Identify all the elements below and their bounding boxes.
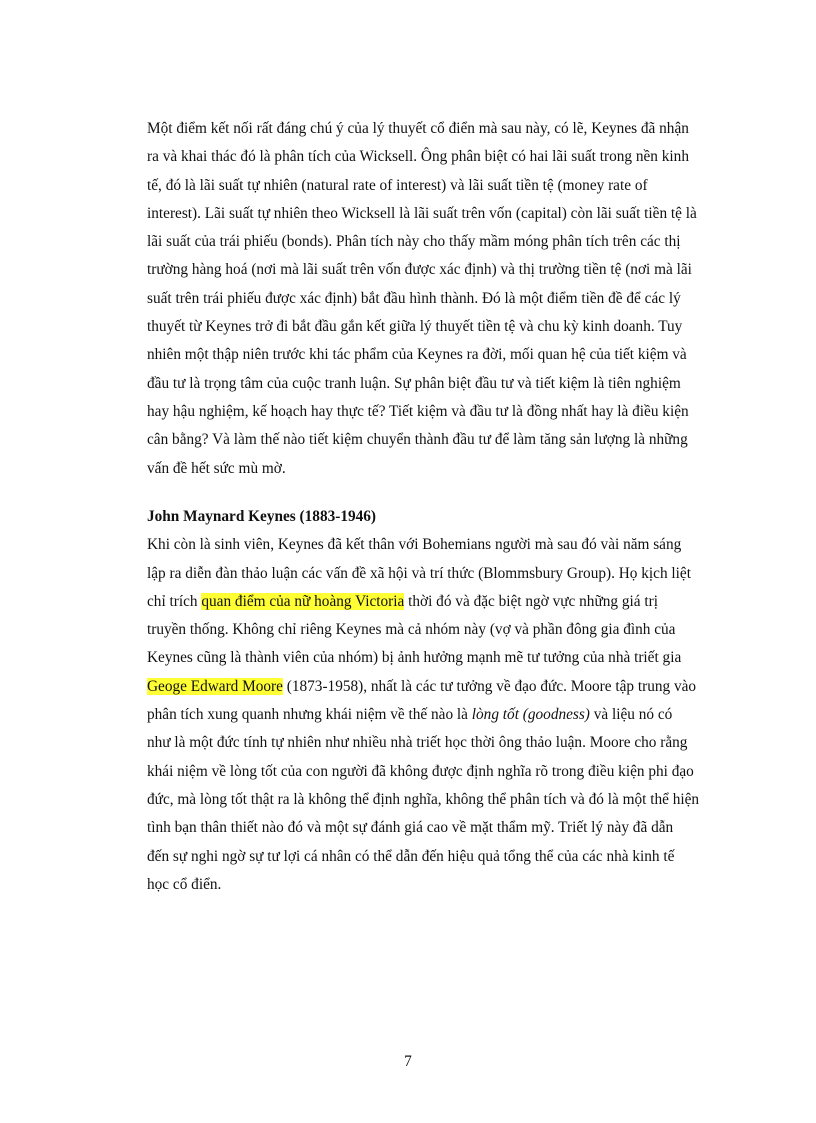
text-line: Keynes cũng là thành viên của nhóm) bị ảnh hưởng mạnh mẽ tư tưởng của nhà triết gia bbox=[147, 649, 682, 667]
text-line: như là một đức tính tự nhiên như nhiều nhà triết học thời ông thảo luận. Moore cho rằng bbox=[147, 734, 688, 752]
page-number: 7 bbox=[404, 1053, 412, 1070]
text-line: trường hàng hoá (nơi mà lãi suất trên vốn được xác định) và thị trường tiền tệ (nơi mà lãi bbox=[147, 261, 692, 279]
section-heading: John Maynard Keynes (1883-1946) bbox=[147, 508, 377, 525]
text-line: lãi suất của trái phiếu (bonds). Phân tích này cho thấy mầm móng phân tích trên các thị bbox=[147, 233, 681, 251]
text-line: học cổ điển. bbox=[147, 875, 222, 893]
text-line: lập ra diễn đàn thảo luận các vấn đề xã hội và trí thức (Blommsbury Group). Họ kịch liệt bbox=[147, 564, 691, 582]
text-line: khái niệm về lòng tốt của con người đã không được định nghĩa rõ trong điều kiện phi đạo bbox=[147, 762, 694, 780]
italic-goodness: lòng tốt (goodness) bbox=[471, 706, 590, 724]
text-line: phân tích xung quanh nhưng khái niệm về thế nào là lòng tốt (goodness) và liệu nó có bbox=[147, 706, 673, 724]
text-line: thuyết từ Keynes trở đi bắt đầu gắn kết giữa lý thuyết tiền tệ và chu kỳ kinh doanh. Tuy bbox=[147, 318, 683, 336]
text-line: ra và khai thác đó là phân tích của Wicksell. Ông phân biệt có hai lãi suất trong nền kinh bbox=[147, 148, 689, 166]
text-line: Khi còn là sinh viên, Keynes đã kết thân với Bohemians người mà sau đó vài năm sáng bbox=[147, 536, 682, 554]
highlight-moore: Geoge Edward Moore bbox=[147, 677, 283, 695]
text-line: Một điểm kết nối rất đáng chú ý của lý thuyết cổ điển mà sau này, có lẽ, Keynes đã nhận bbox=[147, 120, 689, 137]
text-line: cân bằng? Và làm thế nào tiết kiệm chuyển thành đầu tư để làm tăng sản lượng là những bbox=[147, 431, 688, 449]
text-line: đến sự nghi ngờ sự tư lợi cá nhân có thể dẫn đến hiệu quả tổng thể của các nhà kinh tế bbox=[147, 847, 675, 865]
text-line: Geoge Edward Moore (1873-1958), nhất là các tư tưởng về đạo đức. Moore tập trung vào bbox=[147, 677, 697, 695]
text-line: vấn đề hết sức mù mờ. bbox=[147, 459, 286, 477]
text-line: interest). Lãi suất tự nhiên theo Wicksell là lãi suất trên vốn (capital) còn lãi suất tiền tệ là bbox=[147, 204, 697, 222]
paragraph-wicksell bbox=[147, 115, 707, 483]
text-line: đầu tư là trọng tâm của cuộc tranh luận. Sự phân biệt đầu tư và tiết kiệm là tiên nghiệm bbox=[147, 374, 681, 392]
text-line: tình bạn thân thiết nào đó và một sự đánh giá cao về mặt thẩm mỹ. Triết lý này đã dẫn bbox=[147, 819, 674, 837]
highlight-victoria: quan điểm của nữ hoàng Victoria bbox=[201, 592, 405, 610]
text-line: suất trên trái phiếu được xác định) bắt đầu hình thành. Đó là một điểm tiền đề để các lý bbox=[147, 289, 681, 307]
text-line: hay hậu nghiệm, kế hoạch hay thực tế? Tiết kiệm và đầu tư là đồng nhất hay là điều kiện bbox=[147, 402, 689, 420]
section-keynes bbox=[147, 503, 707, 899]
text-line: tế, đó là lãi suất tự nhiên (natural rate of interest) và lãi suất tiền tệ (money rate of bbox=[147, 176, 648, 194]
text-line: chỉ trích quan điểm của nữ hoàng Victoria thời đó và đặc biệt ngờ vực những giá trị bbox=[147, 592, 658, 610]
text-line: đức, mà lòng tốt thật ra là không thể định nghĩa, không thể phân tích và đó là một thể hiện bbox=[147, 790, 700, 808]
text-line: truyền thống. Không chỉ riêng Keynes mà cả nhóm này (vợ và phần đông gia đình của bbox=[147, 621, 676, 639]
text-line: nhiên một thập niên trước khi tác phẩm của Keynes ra đời, mối quan hệ của tiết kiệm và bbox=[147, 346, 687, 364]
